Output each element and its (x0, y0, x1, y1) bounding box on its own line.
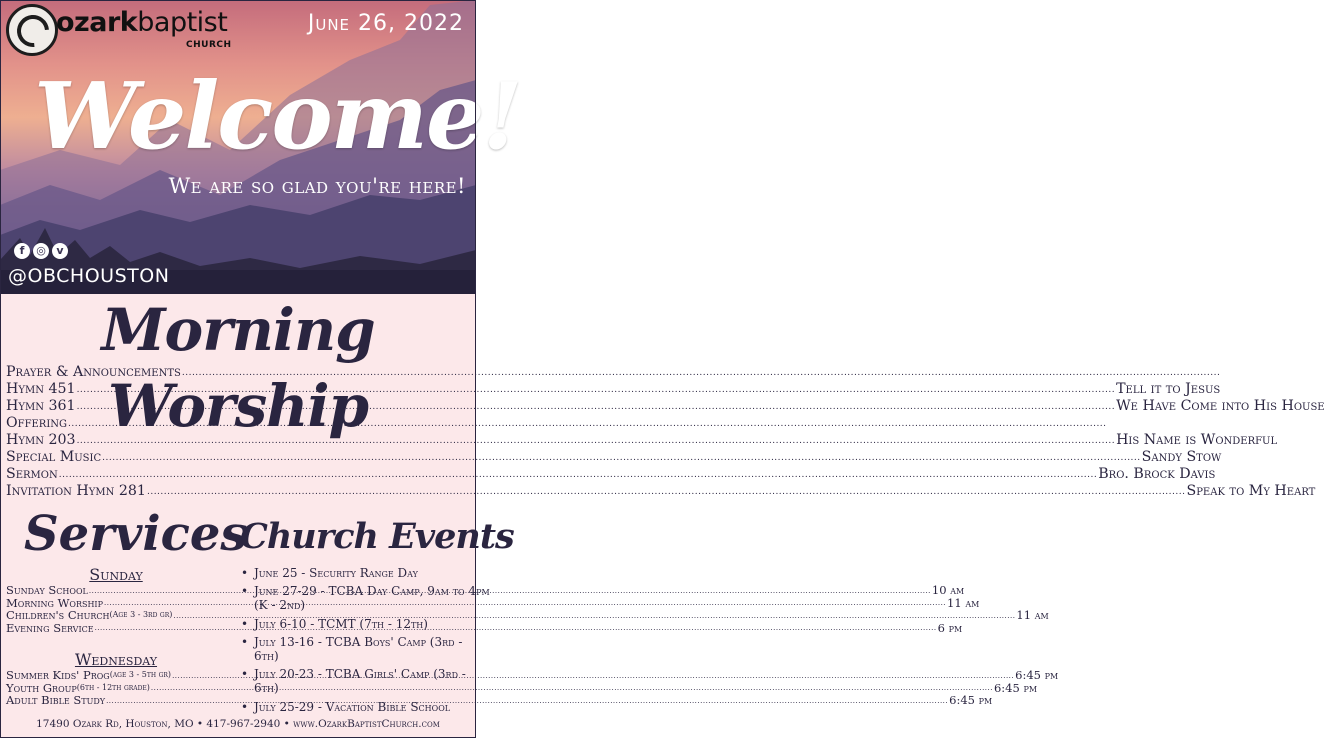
welcome-heading: Welcome! (34, 62, 521, 170)
vimeo-icon[interactable]: v (52, 243, 68, 259)
events-list (236, 566, 490, 718)
sunday-heading: Sunday (89, 565, 143, 584)
worship-item: Offering ..... (6, 415, 470, 432)
worship-item: Sermon ..... Bro. Brock Davis (6, 466, 470, 483)
social-handle[interactable]: @OBCHOUSTON (8, 265, 170, 287)
service-item: Morning Worship ..... 11 am (6, 597, 224, 610)
service-item: Children's Church (Age 3 - 3rd gr) ..... 11 am (6, 609, 224, 622)
service-item: Evening Service ..... 6 pm (6, 622, 224, 635)
logo-wordmark: ozarkbaptist (56, 7, 228, 38)
social-links (14, 243, 68, 259)
facebook-icon[interactable]: f (14, 243, 30, 259)
services-heading: Services (24, 506, 248, 562)
worship-item: Prayer & Announcements ..... (6, 364, 470, 381)
worship-item: Invitation Hymn 281 ..... Speak to My Heart (6, 483, 470, 500)
event-item: • July 20-23 - TCBA Girls' Camp (3rd - 6th) (254, 667, 490, 695)
church-logo[interactable] (6, 4, 236, 58)
worship-item: Hymn 451 ..... Tell it to Jesus (6, 381, 470, 398)
worship-item: Hymn 361 ..... We Have Come into His House (6, 398, 470, 415)
event-item: • July 6-10 - TCMT (7th - 12th) (254, 617, 490, 631)
event-item: • July 25-29 - Vacation Bible School (254, 700, 490, 714)
welcome-tagline: We are so glad you're here! (168, 174, 466, 198)
instagram-icon[interactable]: ◎ (33, 243, 49, 259)
event-item: • July 13-16 - TCBA Boys' Camp (3rd - 6th) (254, 635, 490, 663)
worship-item: Hymn 203 ..... His Name is Wonderful (6, 432, 470, 449)
logo-subtitle: CHURCH (186, 40, 232, 50)
church-events-heading: Church Events (240, 516, 514, 557)
wednesday-heading: Wednesday (74, 650, 158, 669)
morning-worship-heading: Morning Worship (101, 296, 375, 440)
order-of-worship (6, 364, 1325, 500)
contact-footer: 17490 Ozark Rd, Houston, MO • 417-967-2940 • www.OzarkBaptistChurch.com (36, 718, 440, 730)
hero-banner (0, 0, 521, 294)
bulletin-date: June 26, 2022 (307, 11, 464, 36)
service-item: Sunday School ..... 10 am (6, 584, 224, 597)
service-item: Adult Bible Study ..... 6:45 pm (6, 694, 224, 707)
worship-item: Special Music ..... Sandy Stow (6, 449, 470, 466)
service-item: Youth Group (6th - 12th grade) ..... 6:45 pm (6, 682, 224, 695)
logo-emblem-icon (6, 4, 58, 56)
event-item: • June 27-29 - TCBA Day Camp, 9am to 4pm (K - 2nd) (254, 584, 490, 612)
event-item: • June 25 - Security Range Day (254, 566, 490, 580)
service-item: Summer Kids' Prog (age 3 - 5th gr) ..... 6:45 pm (6, 669, 224, 682)
